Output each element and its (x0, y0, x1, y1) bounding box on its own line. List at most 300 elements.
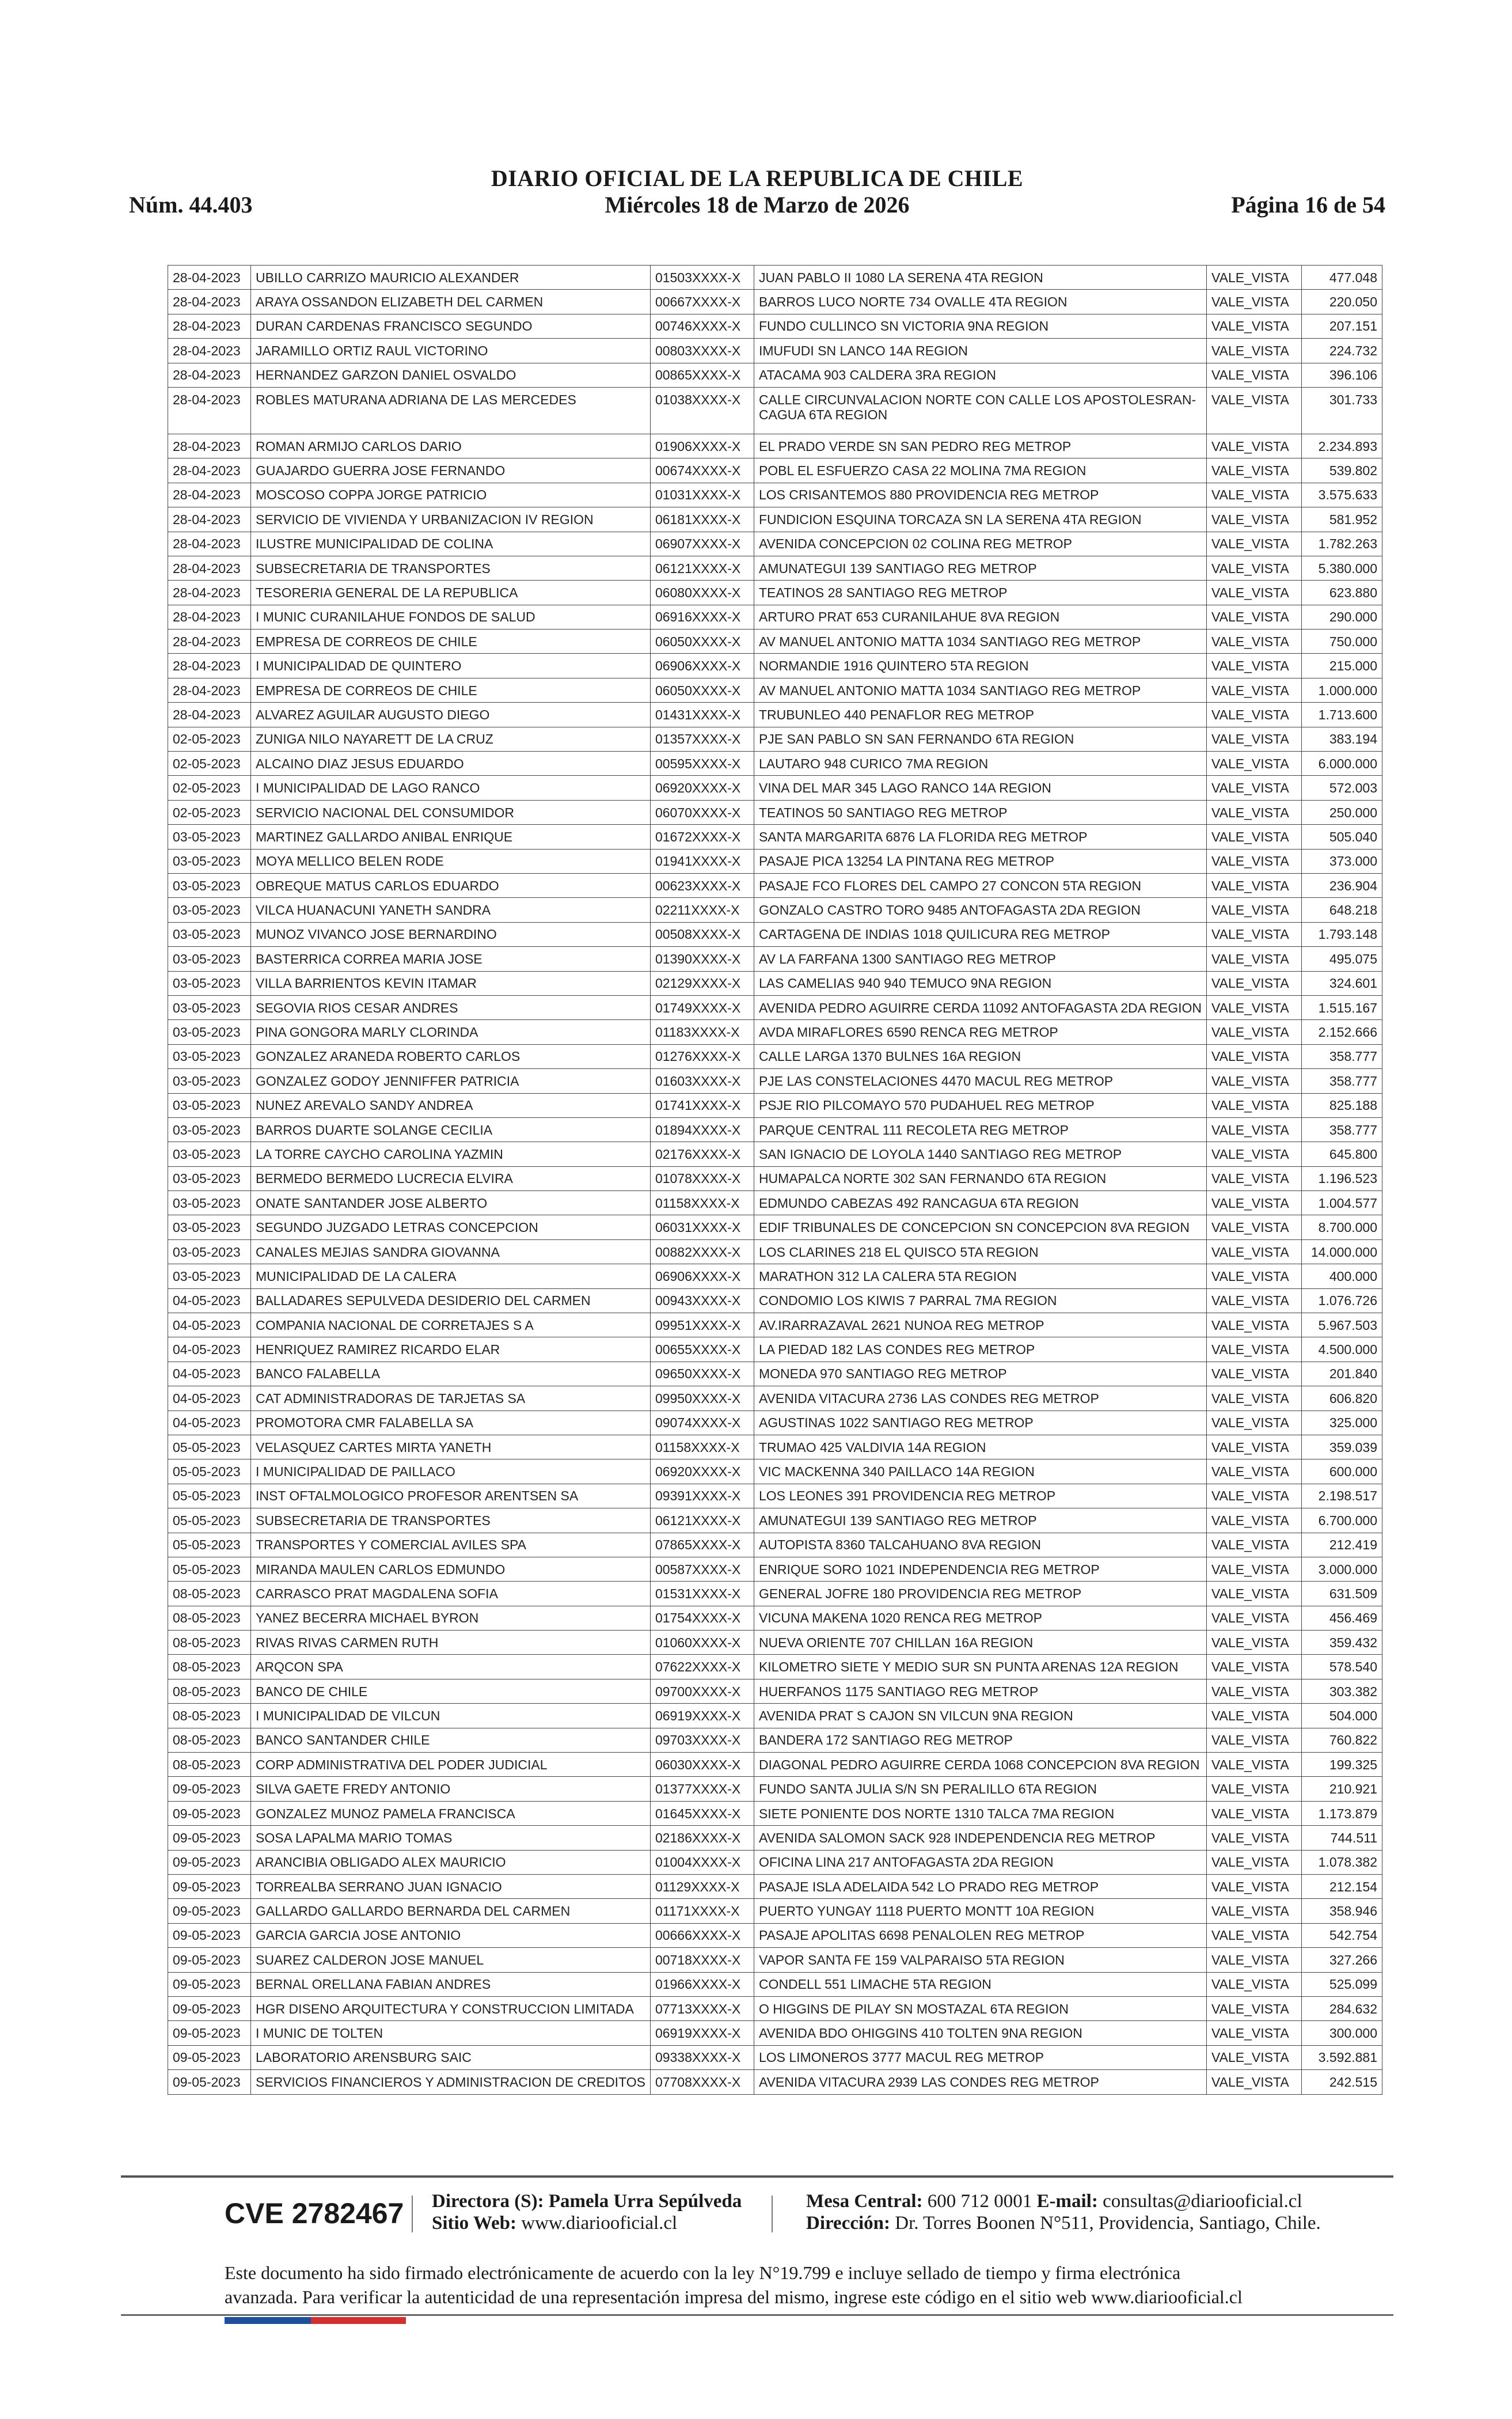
date-cell: 09-05-2023 (168, 2070, 251, 2094)
address-cell: MARATHON 312 LA CALERA 5TA REGION (754, 1264, 1206, 1288)
table-row (168, 825, 1382, 849)
amount-cell: 220.050 (1302, 290, 1382, 314)
name-cell: SERVICIO NACIONAL DEL CONSUMIDOR (251, 800, 651, 824)
name-cell: SUBSECRETARIA DE TRANSPORTES (251, 556, 651, 580)
rut-cell: 06080XXXX-X (650, 581, 754, 605)
records-table-body (168, 266, 1382, 2095)
rut-cell: 06181XXXX-X (650, 507, 754, 532)
amount-cell: 373.000 (1302, 849, 1382, 873)
payment-type-cell: VALE_VISTA (1207, 2045, 1302, 2069)
rut-cell: 00655XXXX-X (650, 1337, 754, 1362)
amount-cell: 236.904 (1302, 873, 1382, 897)
amount-cell: 358.777 (1302, 1044, 1382, 1068)
table-row (168, 458, 1382, 483)
amount-cell: 327.266 (1302, 1948, 1382, 1972)
address-cell: GENERAL JOFRE 180 PROVIDENCIA REG METROP (754, 1582, 1206, 1606)
name-cell: SUBSECRETARIA DE TRANSPORTES (251, 1508, 651, 1533)
payment-type-cell: VALE_VISTA (1207, 1288, 1302, 1313)
name-cell: VILCA HUANACUNI YANETH SANDRA (251, 898, 651, 922)
amount-cell: 1.173.879 (1302, 1801, 1382, 1825)
table-row (168, 581, 1382, 605)
table-row (168, 1239, 1382, 1264)
date-cell: 28-04-2023 (168, 532, 251, 556)
date-cell: 05-05-2023 (168, 1508, 251, 1533)
name-cell: I MUNIC DE TOLTEN (251, 2021, 651, 2045)
rut-cell: 09700XXXX-X (650, 1679, 754, 1703)
amount-cell: 284.632 (1302, 1996, 1382, 2020)
date-cell: 02-05-2023 (168, 800, 251, 824)
date-cell: 08-05-2023 (168, 1582, 251, 1606)
rut-cell: 01966XXXX-X (650, 1972, 754, 1996)
name-cell: CARRASCO PRAT MAGDALENA SOFIA (251, 1582, 651, 1606)
payment-type-cell: VALE_VISTA (1207, 654, 1302, 678)
address-cell: KILOMETRO SIETE Y MEDIO SUR SN PUNTA ARENAS 12A REGION (754, 1655, 1206, 1679)
name-cell: DURAN CARDENAS FRANCISCO SEGUNDO (251, 314, 651, 338)
amount-cell: 359.432 (1302, 1631, 1382, 1655)
date-cell: 09-05-2023 (168, 1850, 251, 1874)
amount-cell: 744.511 (1302, 1826, 1382, 1850)
name-cell: VILLA BARRIENTOS KEVIN ITAMAR (251, 971, 651, 995)
table-row (168, 971, 1382, 995)
rut-cell: 01906XXXX-X (650, 434, 754, 458)
date-cell: 04-05-2023 (168, 1362, 251, 1386)
address-cell: PASAJE APOLITAS 6698 PENALOLEN REG METROP (754, 1923, 1206, 1947)
address-cell: AVENIDA PEDRO AGUIRRE CERDA 11092 ANTOFAGASTA 2DA REGION (754, 995, 1206, 1019)
payment-type-cell: VALE_VISTA (1207, 1459, 1302, 1484)
amount-cell: 303.382 (1302, 1679, 1382, 1703)
rut-cell: 01741XXXX-X (650, 1093, 754, 1117)
rut-cell: 06121XXXX-X (650, 1508, 754, 1533)
rut-cell: 09950XXXX-X (650, 1386, 754, 1411)
address-cell: AVENIDA SALOMON SACK 928 INDEPENDENCIA REG METROP (754, 1826, 1206, 1850)
amount-cell: 290.000 (1302, 605, 1382, 629)
amount-cell: 207.151 (1302, 314, 1382, 338)
payment-type-cell: VALE_VISTA (1207, 556, 1302, 580)
footer-separator (772, 2196, 773, 2232)
rut-cell: 01431XXXX-X (650, 703, 754, 727)
address-cell: EDMUNDO CABEZAS 492 RANCAGUA 6TA REGION (754, 1191, 1206, 1215)
address-cell: AGUSTINAS 1022 SANTIAGO REG METROP (754, 1411, 1206, 1435)
rut-cell: 06919XXXX-X (650, 1704, 754, 1728)
payment-type-cell: VALE_VISTA (1207, 873, 1302, 897)
payment-type-cell: VALE_VISTA (1207, 363, 1302, 387)
table-row (168, 1337, 1382, 1362)
address-cell: VAPOR SANTA FE 159 VALPARAISO 5TA REGION (754, 1948, 1206, 1972)
amount-cell: 1.196.523 (1302, 1166, 1382, 1190)
payment-type-cell: VALE_VISTA (1207, 1069, 1302, 1093)
table-row (168, 2021, 1382, 2045)
rut-cell: 09703XXXX-X (650, 1728, 754, 1752)
rut-cell: 06907XXXX-X (650, 532, 754, 556)
date-cell: 28-04-2023 (168, 556, 251, 580)
address-cell: LAUTARO 948 CURICO 7MA REGION (754, 752, 1206, 776)
date-cell: 28-04-2023 (168, 507, 251, 532)
address-cell: NORMANDIE 1916 QUINTERO 5TA REGION (754, 654, 1206, 678)
website-label: Sitio Web: (432, 2213, 517, 2234)
table-row (168, 1533, 1382, 1557)
table-row (168, 800, 1382, 824)
issue-date: Miércoles 18 de Marzo de 2026 (605, 192, 910, 218)
address-cell: AVENIDA CONCEPCION 02 COLINA REG METROP (754, 532, 1206, 556)
contact-line (806, 2191, 1302, 2212)
address-cell: LOS LIMONEROS 3777 MACUL REG METROP (754, 2045, 1206, 2069)
table-row (168, 1362, 1382, 1386)
name-cell: CORP ADMINISTRATIVA DEL PODER JUDICIAL (251, 1753, 651, 1777)
payment-type-cell: VALE_VISTA (1207, 1948, 1302, 1972)
date-cell: 08-05-2023 (168, 1753, 251, 1777)
amount-cell: 504.000 (1302, 1704, 1382, 1728)
name-cell: I MUNICIPALIDAD DE VILCUN (251, 1704, 651, 1728)
address-line (806, 2213, 1321, 2234)
rut-cell: 06920XXXX-X (650, 776, 754, 800)
table-row (168, 898, 1382, 922)
address-cell: LOS CRISANTEMOS 880 PROVIDENCIA REG METROP (754, 483, 1206, 507)
amount-cell: 578.540 (1302, 1655, 1382, 1679)
table-row (168, 266, 1382, 290)
date-cell: 05-05-2023 (168, 1484, 251, 1508)
rut-cell: 01078XXXX-X (650, 1166, 754, 1190)
table-row (168, 483, 1382, 507)
table-row (168, 1826, 1382, 1850)
address-cell: VINA DEL MAR 345 LAGO RANCO 14A REGION (754, 776, 1206, 800)
name-cell: GARCIA GARCIA JOSE ANTONIO (251, 1923, 651, 1947)
name-cell: EMPRESA DE CORREOS DE CHILE (251, 678, 651, 702)
rut-cell: 01129XXXX-X (650, 1875, 754, 1899)
date-cell: 03-05-2023 (168, 898, 251, 922)
name-cell: HERNANDEZ GARZON DANIEL OSVALDO (251, 363, 651, 387)
table-row (168, 1631, 1382, 1655)
table-row (168, 387, 1382, 434)
table-row (168, 1288, 1382, 1313)
table-row (168, 1264, 1382, 1288)
name-cell: ALVAREZ AGUILAR AUGUSTO DIEGO (251, 703, 651, 727)
rut-cell: 01603XXXX-X (650, 1069, 754, 1093)
amount-cell: 383.194 (1302, 727, 1382, 751)
name-cell: BANCO FALABELLA (251, 1362, 651, 1386)
table-row (168, 605, 1382, 629)
date-cell: 02-05-2023 (168, 727, 251, 751)
date-cell: 03-05-2023 (168, 1142, 251, 1166)
date-cell: 02-05-2023 (168, 752, 251, 776)
email-link[interactable]: consultas@diariooficial.cl (1103, 2191, 1302, 2212)
name-cell: TORREALBA SERRANO JUAN IGNACIO (251, 1875, 651, 1899)
rut-cell: 02186XXXX-X (650, 1826, 754, 1850)
name-cell: NUNEZ AREVALO SANDY ANDREA (251, 1093, 651, 1117)
table-row (168, 314, 1382, 338)
date-cell: 03-05-2023 (168, 971, 251, 995)
amount-cell: 212.419 (1302, 1533, 1382, 1557)
rut-cell: 00943XXXX-X (650, 1288, 754, 1313)
rut-cell: 00623XXXX-X (650, 873, 754, 897)
address-cell: ATACAMA 903 CALDERA 3RA REGION (754, 363, 1206, 387)
payment-type-cell: VALE_VISTA (1207, 1606, 1302, 1630)
table-row (168, 947, 1382, 971)
amount-cell: 1.793.148 (1302, 922, 1382, 946)
rut-cell: 06906XXXX-X (650, 654, 754, 678)
website-line (432, 2213, 677, 2234)
amount-cell: 325.000 (1302, 1411, 1382, 1435)
name-cell: I MUNICIPALIDAD DE PAILLACO (251, 1459, 651, 1484)
amount-cell: 631.509 (1302, 1582, 1382, 1606)
payment-type-cell: VALE_VISTA (1207, 849, 1302, 873)
rut-cell: 01894XXXX-X (650, 1117, 754, 1142)
address-cell: PJE LAS CONSTELACIONES 4470 MACUL REG METROP (754, 1069, 1206, 1093)
name-cell: ONATE SANTANDER JOSE ALBERTO (251, 1191, 651, 1215)
address-cell: AV MANUEL ANTONIO MATTA 1034 SANTIAGO REG METROP (754, 678, 1206, 702)
address-cell: AVENIDA VITACURA 2939 LAS CONDES REG METROP (754, 2070, 1206, 2094)
payment-type-cell: VALE_VISTA (1207, 290, 1302, 314)
payment-type-cell: VALE_VISTA (1207, 458, 1302, 483)
rut-cell: 07713XXXX-X (650, 1996, 754, 2020)
address-cell: AMUNATEGUI 139 SANTIAGO REG METROP (754, 1508, 1206, 1533)
date-cell: 03-05-2023 (168, 995, 251, 1019)
name-cell: LA TORRE CAYCHO CAROLINA YAZMIN (251, 1142, 651, 1166)
name-cell: CAT ADMINISTRADORAS DE TARJETAS SA (251, 1386, 651, 1411)
table-row (168, 1557, 1382, 1581)
amount-cell: 201.840 (1302, 1362, 1382, 1386)
amount-cell: 2.234.893 (1302, 434, 1382, 458)
date-cell: 03-05-2023 (168, 1215, 251, 1239)
rut-cell: 09951XXXX-X (650, 1313, 754, 1337)
payment-type-cell: VALE_VISTA (1207, 947, 1302, 971)
rut-cell: 00882XXXX-X (650, 1239, 754, 1264)
table-row (168, 1020, 1382, 1044)
address-cell: POBL EL ESFUERZO CASA 22 MOLINA 7MA REGION (754, 458, 1206, 483)
amount-cell: 242.515 (1302, 2070, 1382, 2094)
table-row (168, 1191, 1382, 1215)
amount-cell: 3.592.881 (1302, 2045, 1382, 2069)
table-row (168, 1850, 1382, 1874)
address-cell: LOS LEONES 391 PROVIDENCIA REG METROP (754, 1484, 1206, 1508)
rut-cell: 01503XXXX-X (650, 266, 754, 290)
records-table (168, 265, 1382, 2095)
name-cell: GALLARDO GALLARDO BERNARDA DEL CARMEN (251, 1899, 651, 1923)
table-row (168, 1484, 1382, 1508)
payment-type-cell: VALE_VISTA (1207, 630, 1302, 654)
table-row (168, 1508, 1382, 1533)
table-row (168, 1215, 1382, 1239)
amount-cell: 358.946 (1302, 1899, 1382, 1923)
address-cell: FUNDO SANTA JULIA S/N SN PERALILLO 6TA REGION (754, 1777, 1206, 1801)
date-cell: 28-04-2023 (168, 266, 251, 290)
date-cell: 28-04-2023 (168, 290, 251, 314)
rut-cell: 09391XXXX-X (650, 1484, 754, 1508)
date-cell: 09-05-2023 (168, 2021, 251, 2045)
payment-type-cell: VALE_VISTA (1207, 1704, 1302, 1728)
date-cell: 03-05-2023 (168, 947, 251, 971)
date-cell: 03-05-2023 (168, 1166, 251, 1190)
payment-type-cell: VALE_VISTA (1207, 1166, 1302, 1190)
address-cell: TRUBUNLEO 440 PENAFLOR REG METROP (754, 703, 1206, 727)
payment-type-cell: VALE_VISTA (1207, 1582, 1302, 1606)
date-cell: 04-05-2023 (168, 1288, 251, 1313)
rut-cell: 07708XXXX-X (650, 2070, 754, 2094)
rut-cell: 09074XXXX-X (650, 1411, 754, 1435)
date-cell: 03-05-2023 (168, 1117, 251, 1142)
payment-type-cell: VALE_VISTA (1207, 1191, 1302, 1215)
table-row (168, 1923, 1382, 1947)
name-cell: SEGUNDO JUZGADO LETRAS CONCEPCION (251, 1215, 651, 1239)
table-row (168, 1996, 1382, 2020)
amount-cell: 1.078.382 (1302, 1850, 1382, 1874)
address-cell: BANDERA 172 SANTIAGO REG METROP (754, 1728, 1206, 1752)
address-cell: PASAJE PICA 13254 LA PINTANA REG METROP (754, 849, 1206, 873)
rut-cell: 01390XXXX-X (650, 947, 754, 971)
payment-type-cell: VALE_VISTA (1207, 266, 1302, 290)
table-row (168, 1801, 1382, 1825)
amount-cell: 505.040 (1302, 825, 1382, 849)
name-cell: MUNICIPALIDAD DE LA CALERA (251, 1264, 651, 1288)
rut-cell: 01672XXXX-X (650, 825, 754, 849)
amount-cell: 212.154 (1302, 1875, 1382, 1899)
table-row (168, 1777, 1382, 1801)
signature-notice-line: avanzada. Para verificar la autenticidad de una representación impresa del mismo, ingrese este código en el sitio web www.diariooficial.cl (225, 2287, 1243, 2307)
address-cell: AV.IRARRAZAVAL 2621 NUNOA REG METROP (754, 1313, 1206, 1337)
date-cell: 09-05-2023 (168, 1875, 251, 1899)
date-cell: 08-05-2023 (168, 1606, 251, 1630)
amount-cell: 8.700.000 (1302, 1215, 1382, 1239)
rut-cell: 01038XXXX-X (650, 387, 754, 434)
date-cell: 04-05-2023 (168, 1313, 251, 1337)
amount-cell: 6.000.000 (1302, 752, 1382, 776)
rut-cell: 00667XXXX-X (650, 290, 754, 314)
address-cell: JUAN PABLO II 1080 LA SERENA 4TA REGION (754, 266, 1206, 290)
date-cell: 08-05-2023 (168, 1655, 251, 1679)
date-cell: 03-05-2023 (168, 922, 251, 946)
table-row (168, 922, 1382, 946)
address-cell: PUERTO YUNGAY 1118 PUERTO MONTT 10A REGION (754, 1899, 1206, 1923)
payment-type-cell: VALE_VISTA (1207, 1728, 1302, 1752)
payment-type-cell: VALE_VISTA (1207, 898, 1302, 922)
table-row (168, 339, 1382, 363)
name-cell: MOSCOSO COPPA JORGE PATRICIO (251, 483, 651, 507)
amount-cell: 301.733 (1302, 387, 1382, 434)
rut-cell: 06070XXXX-X (650, 800, 754, 824)
address-cell: VIC MACKENNA 340 PAILLACO 14A REGION (754, 1459, 1206, 1484)
payment-type-cell: VALE_VISTA (1207, 1435, 1302, 1459)
mesa-phone: 600 712 0001 (927, 2191, 1032, 2212)
amount-cell: 525.099 (1302, 1972, 1382, 1996)
amount-cell: 396.106 (1302, 363, 1382, 387)
address-cell: PSJE RIO PILCOMAYO 570 PUDAHUEL REG METROP (754, 1093, 1206, 1117)
date-cell: 05-05-2023 (168, 1459, 251, 1484)
name-cell: ARQCON SPA (251, 1655, 651, 1679)
payment-type-cell: VALE_VISTA (1207, 1215, 1302, 1239)
rut-cell: 00674XXXX-X (650, 458, 754, 483)
footer-bottom-divider (121, 2314, 1393, 2316)
name-cell: GONZALEZ GODOY JENNIFFER PATRICIA (251, 1069, 651, 1093)
page-number: Página 16 de 54 (1231, 192, 1385, 218)
payment-type-cell: VALE_VISTA (1207, 1239, 1302, 1264)
date-cell: 28-04-2023 (168, 363, 251, 387)
address-cell: LOS CLARINES 218 EL QUISCO 5TA REGION (754, 1239, 1206, 1264)
rut-cell: 01531XXXX-X (650, 1582, 754, 1606)
address-cell: TEATINOS 50 SANTIAGO REG METROP (754, 800, 1206, 824)
address-cell: EDIF TRIBUNALES DE CONCEPCION SN CONCEPCION 8VA REGION (754, 1215, 1206, 1239)
rut-cell: 07865XXXX-X (650, 1533, 754, 1557)
table-row (168, 776, 1382, 800)
table-row (168, 1459, 1382, 1484)
amount-cell: 359.039 (1302, 1435, 1382, 1459)
address-cell: TRUMAO 425 VALDIVIA 14A REGION (754, 1435, 1206, 1459)
date-cell: 28-04-2023 (168, 703, 251, 727)
payment-type-cell: VALE_VISTA (1207, 1801, 1302, 1825)
payment-type-cell: VALE_VISTA (1207, 1996, 1302, 2020)
name-cell: SOSA LAPALMA MARIO TOMAS (251, 1826, 651, 1850)
rut-cell: 06121XXXX-X (650, 556, 754, 580)
name-cell: INST OFTALMOLOGICO PROFESOR ARENTSEN SA (251, 1484, 651, 1508)
address-cell: TEATINOS 28 SANTIAGO REG METROP (754, 581, 1206, 605)
name-cell: LABORATORIO ARENSBURG SAIC (251, 2045, 651, 2069)
issue-number: Núm. 44.403 (129, 192, 253, 218)
name-cell: MUNOZ VIVANCO JOSE BERNARDINO (251, 922, 651, 946)
rut-cell: 06916XXXX-X (650, 605, 754, 629)
table-row (168, 1948, 1382, 1972)
table-row (168, 2045, 1382, 2069)
date-cell: 08-05-2023 (168, 1679, 251, 1703)
payment-type-cell: VALE_VISTA (1207, 825, 1302, 849)
rut-cell: 00666XXXX-X (650, 1923, 754, 1947)
payment-type-cell: VALE_VISTA (1207, 1679, 1302, 1703)
address-cell: LAS CAMELIAS 940 940 TEMUCO 9NA REGION (754, 971, 1206, 995)
address-cell: AVENIDA PRAT S CAJON SN VILCUN 9NA REGION (754, 1704, 1206, 1728)
rut-cell: 01754XXXX-X (650, 1606, 754, 1630)
date-cell: 28-04-2023 (168, 605, 251, 629)
amount-cell: 4.500.000 (1302, 1337, 1382, 1362)
amount-cell: 825.188 (1302, 1093, 1382, 1117)
name-cell: YANEZ BECERRA MICHAEL BYRON (251, 1606, 651, 1630)
name-cell: BASTERRICA CORREA MARIA JOSE (251, 947, 651, 971)
amount-cell: 210.921 (1302, 1777, 1382, 1801)
payment-type-cell: VALE_VISTA (1207, 678, 1302, 702)
address-cell: AVENIDA BDO OHIGGINS 410 TOLTEN 9NA REGION (754, 2021, 1206, 2045)
address-cell: EL PRADO VERDE SN SAN PEDRO REG METROP (754, 434, 1206, 458)
website-link[interactable]: www.diariooficial.cl (521, 2213, 678, 2234)
table-row (168, 507, 1382, 532)
payment-type-cell: VALE_VISTA (1207, 507, 1302, 532)
address-cell: FUNDO CULLINCO SN VICTORIA 9NA REGION (754, 314, 1206, 338)
table-row (168, 1166, 1382, 1190)
date-cell: 03-05-2023 (168, 1239, 251, 1264)
address-cell: PASAJE ISLA ADELAIDA 542 LO PRADO REG METROP (754, 1875, 1206, 1899)
name-cell: GONZALEZ ARANEDA ROBERTO CARLOS (251, 1044, 651, 1068)
payment-type-cell: VALE_VISTA (1207, 1313, 1302, 1337)
rut-cell: 01004XXXX-X (650, 1850, 754, 1874)
amount-cell: 581.952 (1302, 507, 1382, 532)
rut-cell: 01060XXXX-X (650, 1631, 754, 1655)
address-cell: CARTAGENA DE INDIAS 1018 QUILICURA REG METROP (754, 922, 1206, 946)
date-cell: 03-05-2023 (168, 825, 251, 849)
date-cell: 28-04-2023 (168, 387, 251, 434)
payment-type-cell: VALE_VISTA (1207, 776, 1302, 800)
date-cell: 04-05-2023 (168, 1337, 251, 1362)
name-cell: ILUSTRE MUNICIPALIDAD DE COLINA (251, 532, 651, 556)
date-cell: 28-04-2023 (168, 434, 251, 458)
rut-cell: 00595XXXX-X (650, 752, 754, 776)
name-cell: I MUNICIPALIDAD DE LAGO RANCO (251, 776, 651, 800)
name-cell: HENRIQUEZ RAMIREZ RICARDO ELAR (251, 1337, 651, 1362)
amount-cell: 215.000 (1302, 654, 1382, 678)
address-cell: AUTOPISTA 8360 TALCAHUANO 8VA REGION (754, 1533, 1206, 1557)
name-cell: SUAREZ CALDERON JOSE MANUEL (251, 1948, 651, 1972)
date-cell: 05-05-2023 (168, 1557, 251, 1581)
amount-cell: 400.000 (1302, 1264, 1382, 1288)
payment-type-cell: VALE_VISTA (1207, 703, 1302, 727)
amount-cell: 5.380.000 (1302, 556, 1382, 580)
table-row (168, 1044, 1382, 1068)
name-cell: BALLADARES SEPULVEDA DESIDERIO DEL CARMEN (251, 1288, 651, 1313)
payment-type-cell: VALE_VISTA (1207, 2070, 1302, 2094)
